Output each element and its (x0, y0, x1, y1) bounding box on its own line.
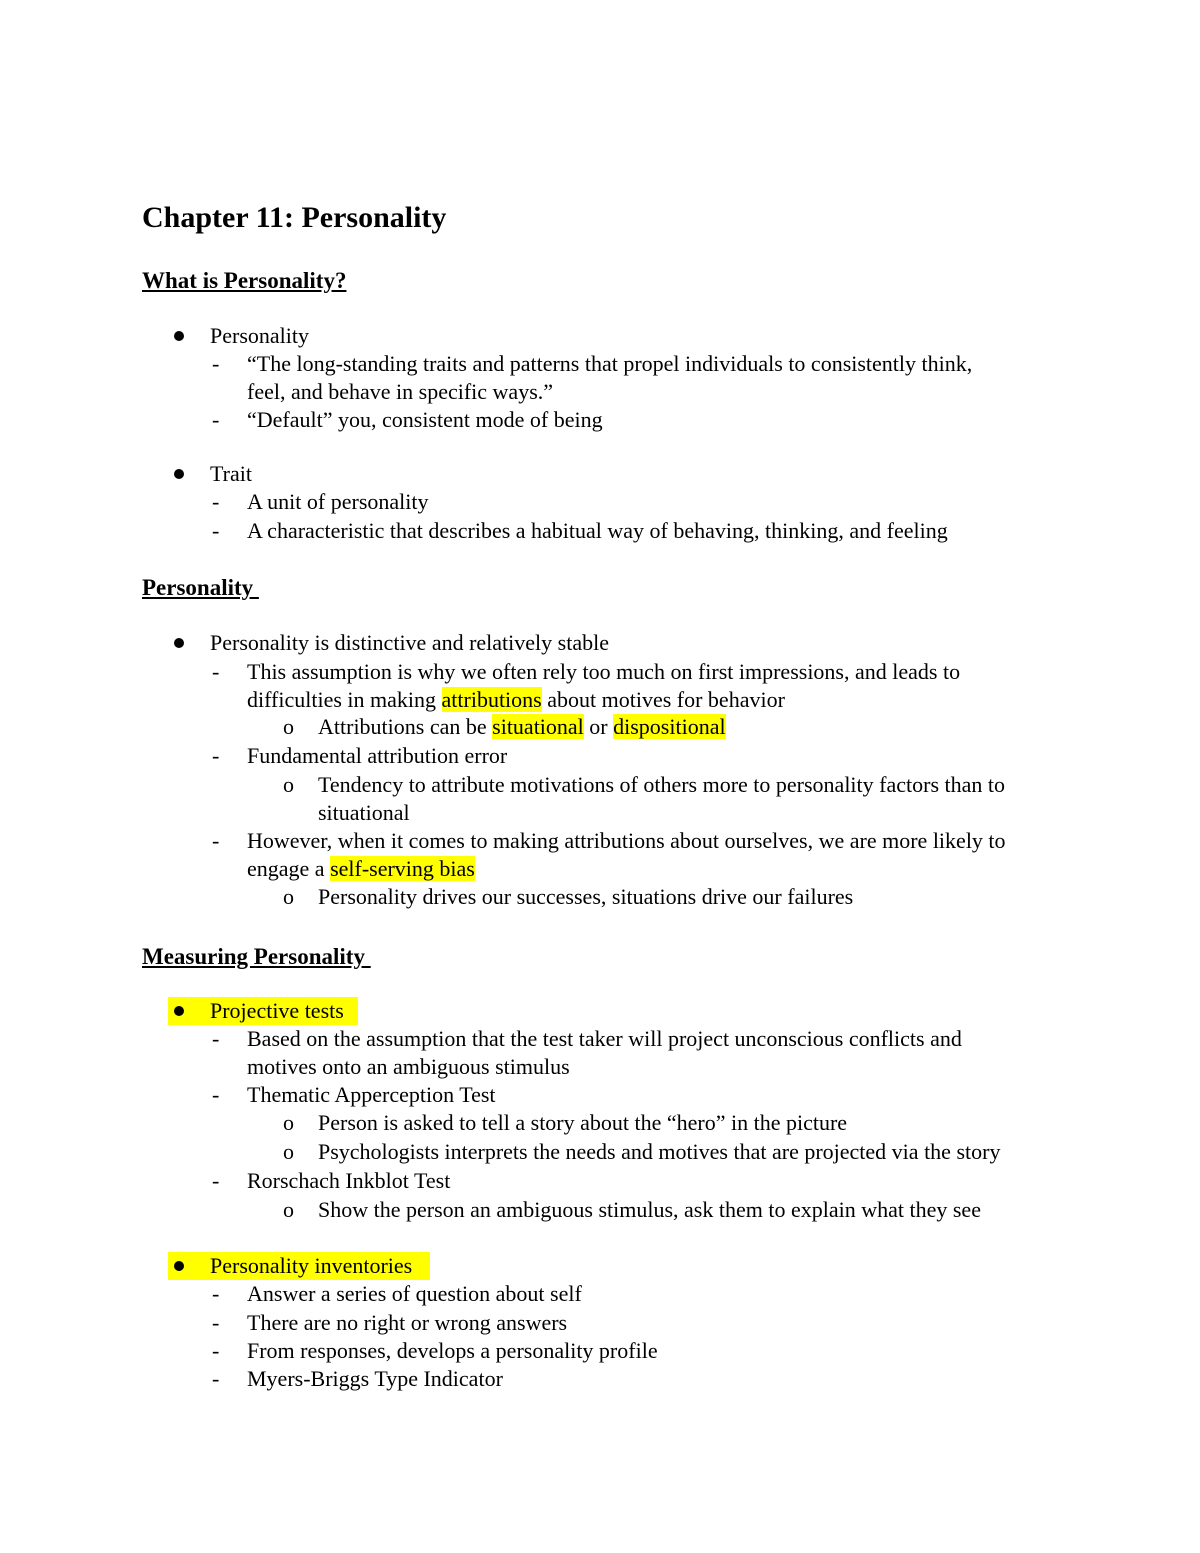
dash-marker: - (212, 743, 220, 768)
sub-sub-item: Tendency to attribute motivations of others more to personality factors than to (318, 772, 1006, 797)
dash-marker: - (212, 407, 220, 432)
bullet-icon (174, 469, 184, 479)
sub-item: Fundamental attribution error (247, 743, 508, 768)
circle-marker: o (283, 1139, 294, 1164)
sub-item: Answer a series of question about self (247, 1281, 582, 1306)
dash-marker: - (212, 1310, 220, 1335)
dash-marker: - (212, 1366, 220, 1391)
sub-item: This assumption is why we often rely too much on first impressions, and leads to (247, 659, 961, 684)
highlighted-term: attributions (441, 687, 542, 712)
bullet-label: Personality (210, 323, 309, 348)
bullet-label: Personality inventories (210, 1253, 413, 1278)
bullet-label: Trait (210, 461, 252, 486)
sub-item: However, when it comes to making attributions about ourselves, we are more likely to (247, 828, 1006, 853)
sub-sub-item: Person is asked to tell a story about the “hero” in the picture (318, 1110, 848, 1135)
sub-item: From responses, develops a personality profile (247, 1338, 658, 1363)
text-run: difficulties in making (247, 687, 442, 712)
sub-item: There are no right or wrong answers (247, 1310, 568, 1335)
section-heading-measuring-personality: Measuring Personality (142, 944, 371, 969)
dash-marker: - (212, 518, 220, 543)
text-run: Attributions can be (318, 714, 493, 739)
bullet-icon (174, 331, 184, 341)
sub-item: A characteristic that describes a habitual way of behaving, thinking, and feeling (247, 518, 948, 543)
text-run: or (583, 714, 614, 739)
dash-marker: - (212, 1338, 220, 1363)
highlighted-term: self-serving bias (330, 856, 475, 881)
sub-sub-item-continuation: situational (318, 800, 410, 825)
dash-marker: - (212, 351, 220, 376)
sub-item: A unit of personality (247, 489, 429, 514)
sub-sub-item: Personality drives our successes, situations drive our failures (318, 884, 854, 909)
bullet-icon (174, 1261, 184, 1271)
highlighted-term: dispositional (613, 714, 726, 739)
sub-item: Thematic Apperception Test (247, 1082, 496, 1107)
text-run: engage a (247, 856, 331, 881)
sub-item-continuation (247, 686, 785, 714)
dash-marker: - (212, 1168, 220, 1193)
sub-item-continuation (247, 855, 475, 883)
bullet-icon (174, 1006, 184, 1016)
bullet-label: Personality is distinctive and relatively stable (210, 630, 609, 655)
bullet-label: Projective tests (210, 998, 344, 1023)
sub-item: “The long-standing traits and patterns that propel individuals to consistently think, (247, 351, 973, 376)
dash-marker: - (212, 1082, 220, 1107)
sub-item: “Default” you, consistent mode of being (247, 407, 603, 432)
sub-item: Rorschach Inkblot Test (247, 1168, 451, 1193)
section-heading-what-is-personality: What is Personality? (142, 268, 347, 293)
sub-item-continuation: motives onto an ambiguous stimulus (247, 1054, 570, 1079)
section-heading-personality: Personality (142, 575, 259, 600)
sub-item-continuation: feel, and behave in specific ways.” (247, 379, 554, 404)
dash-marker: - (212, 659, 220, 684)
sub-item: Myers-Briggs Type Indicator (247, 1366, 503, 1391)
text-run: about motives for behavior (541, 687, 785, 712)
highlighted-term: situational (492, 714, 584, 739)
dash-marker: - (212, 1026, 220, 1051)
circle-marker: o (283, 714, 294, 739)
sub-sub-item: Psychologists interprets the needs and motives that are projected via the story (318, 1139, 1001, 1164)
circle-marker: o (283, 1197, 294, 1222)
circle-marker: o (283, 1110, 294, 1135)
page-title: Chapter 11: Personality (142, 201, 447, 234)
sub-sub-item: Show the person an ambiguous stimulus, ask them to explain what they see (318, 1197, 981, 1222)
dash-marker: - (212, 828, 220, 853)
sub-item: Based on the assumption that the test taker will project unconscious conflicts and (247, 1026, 962, 1051)
dash-marker: - (212, 489, 220, 514)
dash-marker: - (212, 1281, 220, 1306)
bullet-icon (174, 638, 184, 648)
circle-marker: o (283, 772, 294, 797)
circle-marker: o (283, 884, 294, 909)
sub-sub-item (318, 713, 726, 741)
